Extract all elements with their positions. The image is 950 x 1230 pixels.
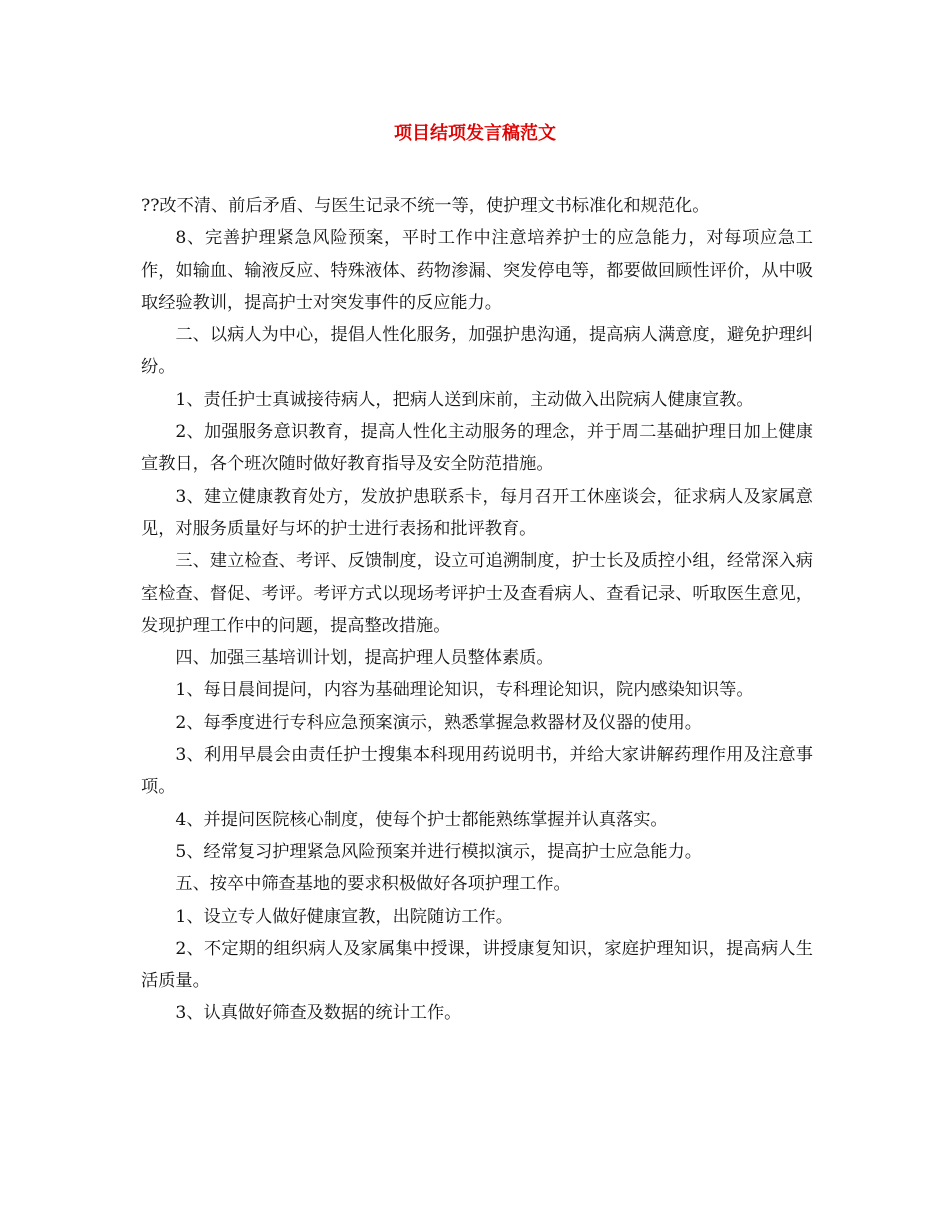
paragraph: ??改不清、前后矛盾、与医生记录不统一等，使护理文书标准化和规范化。 [141,196,710,216]
paragraph: 四、加强三基培训计划，提高护理人员整体素质。 [175,648,554,669]
paragraph: 三、建立检查、考评、反馈制度，设立可追溯制度，护士长及质控小组，经常深入病室检查、督促、考评。考评方式以现场考评护士及查看病人、查看记录、听取医生意见，发现护理工作中的问题，提高整改措施。 [141,551,813,636]
paragraph: 2、每季度进行专科应急预案演示，熟悉掌握急救器材及仪器的使用。 [175,712,702,733]
paragraph: 3、认真做好筛查及数据的统计工作。 [175,1003,462,1024]
paragraph: 五、按卒中筛查基地的要求积极做好各项护理工作。 [175,874,571,895]
paragraph: 5、经常复习护理紧急风险预案并进行模拟演示，提高护士应急能力。 [175,841,702,862]
paragraph: 3、利用早晨会由责任护士搜集本科现用药说明书，并给大家讲解药理作用及注意事项。 [141,745,813,798]
document-body [141,190,813,1030]
document-title: 项目结项发言稿范文 [394,123,556,144]
paragraph: 3、建立健康教育处方，发放护患联系卡，每月召开工休座谈会，征求病人及家属意见，对服务质量好与坏的护士进行表扬和批评教育。 [141,486,813,539]
paragraph: 1、设立专人做好健康宣教，出院随访工作。 [175,906,513,927]
paragraph: 8、完善护理紧急风险预案，平时工作中注意培养护士的应急能力，对每项应急工作，如输血、输液反应、特殊液体、药物渗漏、突发停电等，都要做回顾性评价，从中吸取经验教训，提高护士对突发事件的反应能力。 [141,228,813,313]
paragraph: 1、责任护士真诚接待病人，把病人送到床前，主动做入出院病人健康宣教。 [175,389,754,410]
paragraph: 2、不定期的组织病人及家属集中授课，讲授康复知识，家庭护理知识，提高病人生活质量。 [141,938,813,992]
paragraph: 2、加强服务意识教育，提高人性化主动服务的理念，并于周二基础护理日加上健康宣教日，各个班次随时做好教育指导及安全防范措施。 [141,422,813,475]
paragraph: 1、每日晨间提问，内容为基础理论知识，专科理论知识，院内感染知识等。 [175,680,754,701]
paragraph: 4、并提问医院核心制度，使每个护士都能熟练掌握并认真落实。 [175,809,668,830]
paragraph: 二、以病人为中心，提倡人性化服务，加强护患沟通，提高病人满意度，避免护理纠纷。 [141,325,813,378]
